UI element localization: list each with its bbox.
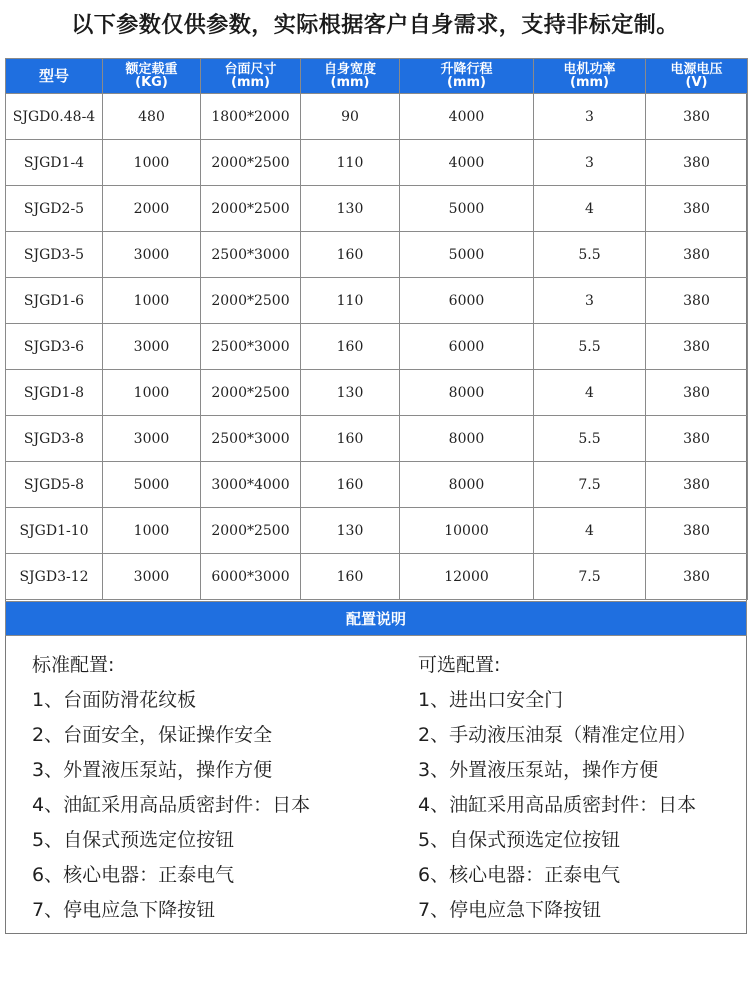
list-item: 6、核心电器：正泰电气 (418, 864, 621, 886)
list-item: 5、自保式预选定位按钮 (32, 829, 235, 851)
cell-rated-load: 1000 (103, 370, 201, 416)
cell-table-size: 2000*2500 (201, 140, 301, 186)
cell-voltage: 380 (646, 278, 748, 324)
header-table-size: 台面尺寸 (mm) (201, 59, 301, 94)
cell-voltage: 380 (646, 508, 748, 554)
cell-self-width: 130 (301, 186, 400, 232)
cell-table-size: 3000*4000 (201, 462, 301, 508)
list-item: 2、手动液压油泵（精准定位用） (418, 724, 697, 746)
cell-self-width: 160 (301, 324, 400, 370)
config-section-bar: 配置说明 (5, 601, 747, 636)
cell-voltage: 380 (646, 140, 748, 186)
table-row (6, 462, 748, 508)
table-row (6, 232, 748, 278)
table-row (6, 186, 748, 232)
cell-model: SJGD3-6 (6, 324, 103, 370)
cell-table-size: 2000*2500 (201, 508, 301, 554)
spec-table (5, 58, 748, 600)
cell-voltage: 380 (646, 462, 748, 508)
cell-model: SJGD0.48-4 (6, 94, 103, 140)
spec-table-body (6, 94, 748, 600)
header-model: 型号 (6, 59, 103, 94)
cell-self-width: 110 (301, 278, 400, 324)
header-self-width: 自身宽度 (mm) (301, 59, 400, 94)
cell-table-size: 1800*2000 (201, 94, 301, 140)
list-item: 7、停电应急下降按钮 (418, 899, 602, 921)
cell-voltage: 380 (646, 94, 748, 140)
cell-model: SJGD1-8 (6, 370, 103, 416)
standard-config-title: 标准配置: (32, 654, 115, 676)
list-item: 1、进出口安全门 (418, 689, 564, 711)
cell-table-size: 2000*2500 (201, 278, 301, 324)
cell-model: SJGD1-6 (6, 278, 103, 324)
cell-lift-stroke: 8000 (400, 416, 534, 462)
cell-lift-stroke: 5000 (400, 232, 534, 278)
table-header-row (6, 59, 748, 94)
cell-table-size: 2500*3000 (201, 324, 301, 370)
standard-config-items (32, 683, 402, 928)
table-row (6, 324, 748, 370)
cell-model: SJGD1-10 (6, 508, 103, 554)
optional-config-items (418, 683, 746, 928)
cell-lift-stroke: 8000 (400, 462, 534, 508)
cell-motor-power: 4 (534, 186, 646, 232)
cell-lift-stroke: 6000 (400, 324, 534, 370)
header-motor-power: 电机功率 (mm) (534, 59, 646, 94)
cell-self-width: 160 (301, 462, 400, 508)
cell-rated-load: 1000 (103, 508, 201, 554)
cell-rated-load: 1000 (103, 140, 201, 186)
cell-rated-load: 3000 (103, 416, 201, 462)
list-item: 3、外置液压泵站，操作方便 (32, 759, 273, 781)
cell-self-width: 130 (301, 370, 400, 416)
cell-voltage: 380 (646, 186, 748, 232)
cell-self-width: 90 (301, 94, 400, 140)
table-row (6, 370, 748, 416)
cell-motor-power: 5.5 (534, 232, 646, 278)
cell-table-size: 2500*3000 (201, 416, 301, 462)
list-item: 1、台面防滑花纹板 (32, 689, 197, 711)
header-voltage: 电源电压 (V) (646, 59, 748, 94)
cell-model: SJGD3-12 (6, 554, 103, 600)
list-item: 7、停电应急下降按钮 (32, 899, 216, 921)
cell-motor-power: 7.5 (534, 554, 646, 600)
cell-motor-power: 3 (534, 140, 646, 186)
list-item: 3、外置液压泵站，操作方便 (418, 759, 659, 781)
cell-table-size: 2500*3000 (201, 232, 301, 278)
list-item: 4、油缸采用高品质密封件：日本 (32, 794, 311, 816)
header-rated-load: 额定载重 (KG) (103, 59, 201, 94)
table-row (6, 554, 748, 600)
cell-voltage: 380 (646, 416, 748, 462)
cell-voltage: 380 (646, 232, 748, 278)
optional-config-list (418, 648, 746, 928)
cell-voltage: 380 (646, 554, 748, 600)
cell-lift-stroke: 10000 (400, 508, 534, 554)
cell-motor-power: 4 (534, 508, 646, 554)
standard-config-list (32, 648, 402, 928)
cell-motor-power: 5.5 (534, 416, 646, 462)
cell-rated-load: 3000 (103, 232, 201, 278)
list-item: 4、油缸采用高品质密封件：日本 (418, 794, 697, 816)
cell-lift-stroke: 6000 (400, 278, 534, 324)
cell-motor-power: 7.5 (534, 462, 646, 508)
cell-table-size: 6000*3000 (201, 554, 301, 600)
cell-rated-load: 1000 (103, 278, 201, 324)
page-headline: 以下参数仅供参数，实际根据客户自身需求，支持非标定制。 (71, 13, 679, 38)
cell-lift-stroke: 4000 (400, 140, 534, 186)
cell-lift-stroke: 5000 (400, 186, 534, 232)
cell-self-width: 110 (301, 140, 400, 186)
table-row (6, 140, 748, 186)
table-row (6, 416, 748, 462)
cell-rated-load: 480 (103, 94, 201, 140)
cell-self-width: 160 (301, 232, 400, 278)
cell-model: SJGD3-5 (6, 232, 103, 278)
cell-self-width: 130 (301, 508, 400, 554)
header-lift-stroke: 升降行程 (mm) (400, 59, 534, 94)
cell-voltage: 380 (646, 324, 748, 370)
cell-motor-power: 3 (534, 278, 646, 324)
cell-lift-stroke: 8000 (400, 370, 534, 416)
list-item: 2、台面安全，保证操作安全 (32, 724, 273, 746)
list-item: 5、自保式预选定位按钮 (418, 829, 621, 851)
cell-rated-load: 5000 (103, 462, 201, 508)
list-item: 6、核心电器：正泰电气 (32, 864, 235, 886)
cell-rated-load: 3000 (103, 554, 201, 600)
cell-table-size: 2000*2500 (201, 186, 301, 232)
table-row (6, 94, 748, 140)
cell-rated-load: 3000 (103, 324, 201, 370)
cell-self-width: 160 (301, 416, 400, 462)
cell-model: SJGD5-8 (6, 462, 103, 508)
cell-rated-load: 2000 (103, 186, 201, 232)
cell-motor-power: 4 (534, 370, 646, 416)
cell-motor-power: 3 (534, 94, 646, 140)
cell-voltage: 380 (646, 370, 748, 416)
cell-lift-stroke: 12000 (400, 554, 534, 600)
cell-motor-power: 5.5 (534, 324, 646, 370)
cell-table-size: 2000*2500 (201, 370, 301, 416)
cell-lift-stroke: 4000 (400, 94, 534, 140)
table-row (6, 508, 748, 554)
cell-self-width: 160 (301, 554, 400, 600)
table-row (6, 278, 748, 324)
cell-model: SJGD1-4 (6, 140, 103, 186)
cell-model: SJGD3-8 (6, 416, 103, 462)
cell-model: SJGD2-5 (6, 186, 103, 232)
optional-config-title: 可选配置: (418, 654, 501, 676)
